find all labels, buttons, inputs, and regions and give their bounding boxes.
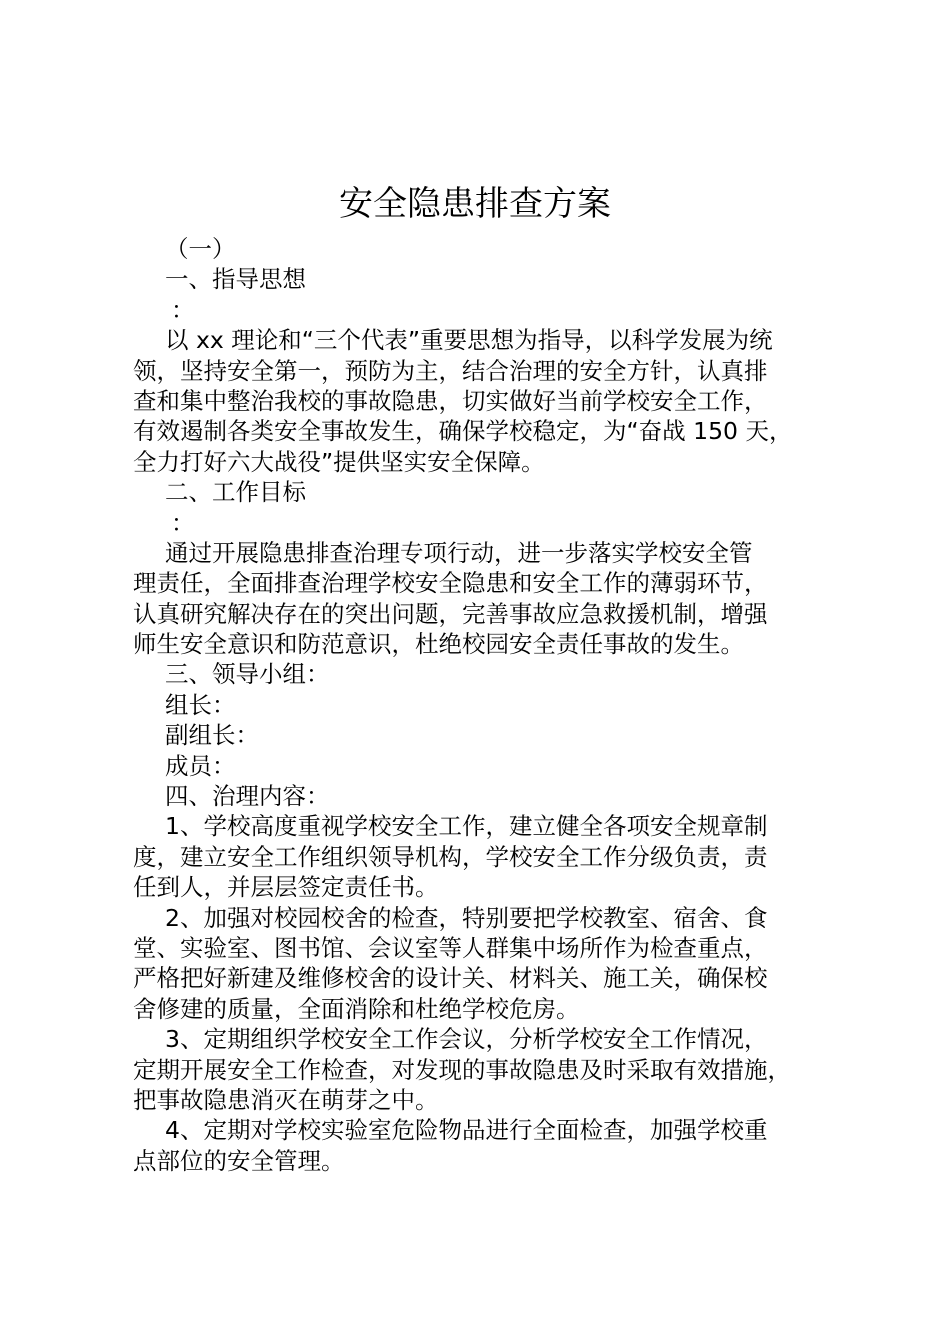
heading-leadership-group: 三、领导小组：: [165, 660, 330, 689]
paragraph-line: 通过开展隐患排查治理专项行动，进一步落实学校安全管: [165, 538, 753, 567]
list-item-line: 3、定期组织学校安全工作会议，分析学校安全工作情况，: [165, 1025, 768, 1054]
paragraph-line: 师生安全意识和防范意识，杜绝校园安全责任事故的发生。: [133, 630, 744, 659]
list-item-line: 把事故隐患消灭在萌芽之中。: [133, 1085, 439, 1114]
heading-guiding-ideology: 一、指导思想: [165, 265, 306, 294]
list-item-line: 严格把好新建及维修校舍的设计关、材料关、施工关，确保校: [133, 964, 768, 993]
paragraph-line: 认真研究解决存在的突出问题，完善事故应急救援机制，增强: [133, 599, 768, 628]
deputy-leader-line: 副组长：: [165, 721, 259, 750]
list-item-line: 1、学校高度重视学校安全工作，建立健全各项安全规章制: [165, 812, 768, 841]
list-item-line: 定期开展安全工作检查，对发现的事故隐患及时采取有效措施，: [133, 1055, 791, 1084]
group-leader-line: 组长：: [165, 690, 236, 719]
colon-line: ：: [171, 508, 195, 537]
page-title: 安全隐患排查方案: [339, 184, 611, 224]
paragraph-line: 有效遏制各类安全事故发生，确保学校稳定，为“奋战 150 天，: [133, 417, 793, 446]
paragraph-line: 全力打好六大战役”提供坚实安全保障。: [133, 447, 545, 476]
paragraph-line: 理责任，全面排查治理学校安全隐患和安全工作的薄弱环节，: [133, 569, 768, 598]
list-item-line: 2、加强对校园校舍的检查，特别要把学校教室、宿舍、食: [165, 903, 768, 932]
paragraph-line: 查和集中整治我校的事故隐患，切实做好当前学校安全工作，: [133, 386, 768, 415]
paragraph-line: 领，坚持安全第一，预防为主，结合治理的安全方针，认真排: [133, 356, 768, 385]
list-item-line: 度，建立安全工作组织领导机构，学校安全工作分级负责，责: [133, 842, 768, 871]
heading-work-goals: 二、工作目标: [165, 478, 306, 507]
colon-line: ：: [171, 295, 195, 324]
list-item-line: 点部位的安全管理。: [133, 1146, 345, 1175]
list-item-line: 堂、实验室、图书馆、会议室等人群集中场所作为检查重点，: [133, 933, 768, 962]
section-number: （一）: [165, 235, 236, 263]
heading-governance-content: 四、治理内容：: [165, 782, 330, 811]
paragraph-line: 以 xx 理论和“三个代表”重要思想为指导，以科学发展为统: [165, 326, 773, 355]
list-item-line: 舍修建的质量，全面消除和杜绝学校危房。: [133, 994, 580, 1023]
document-body: [133, 234, 853, 1176]
members-line: 成员：: [165, 751, 236, 780]
list-item-line: 4、定期对学校实验室危险物品进行全面检查，加强学校重: [165, 1116, 768, 1145]
list-item-line: 任到人，并层层签定责任书。: [133, 873, 439, 902]
